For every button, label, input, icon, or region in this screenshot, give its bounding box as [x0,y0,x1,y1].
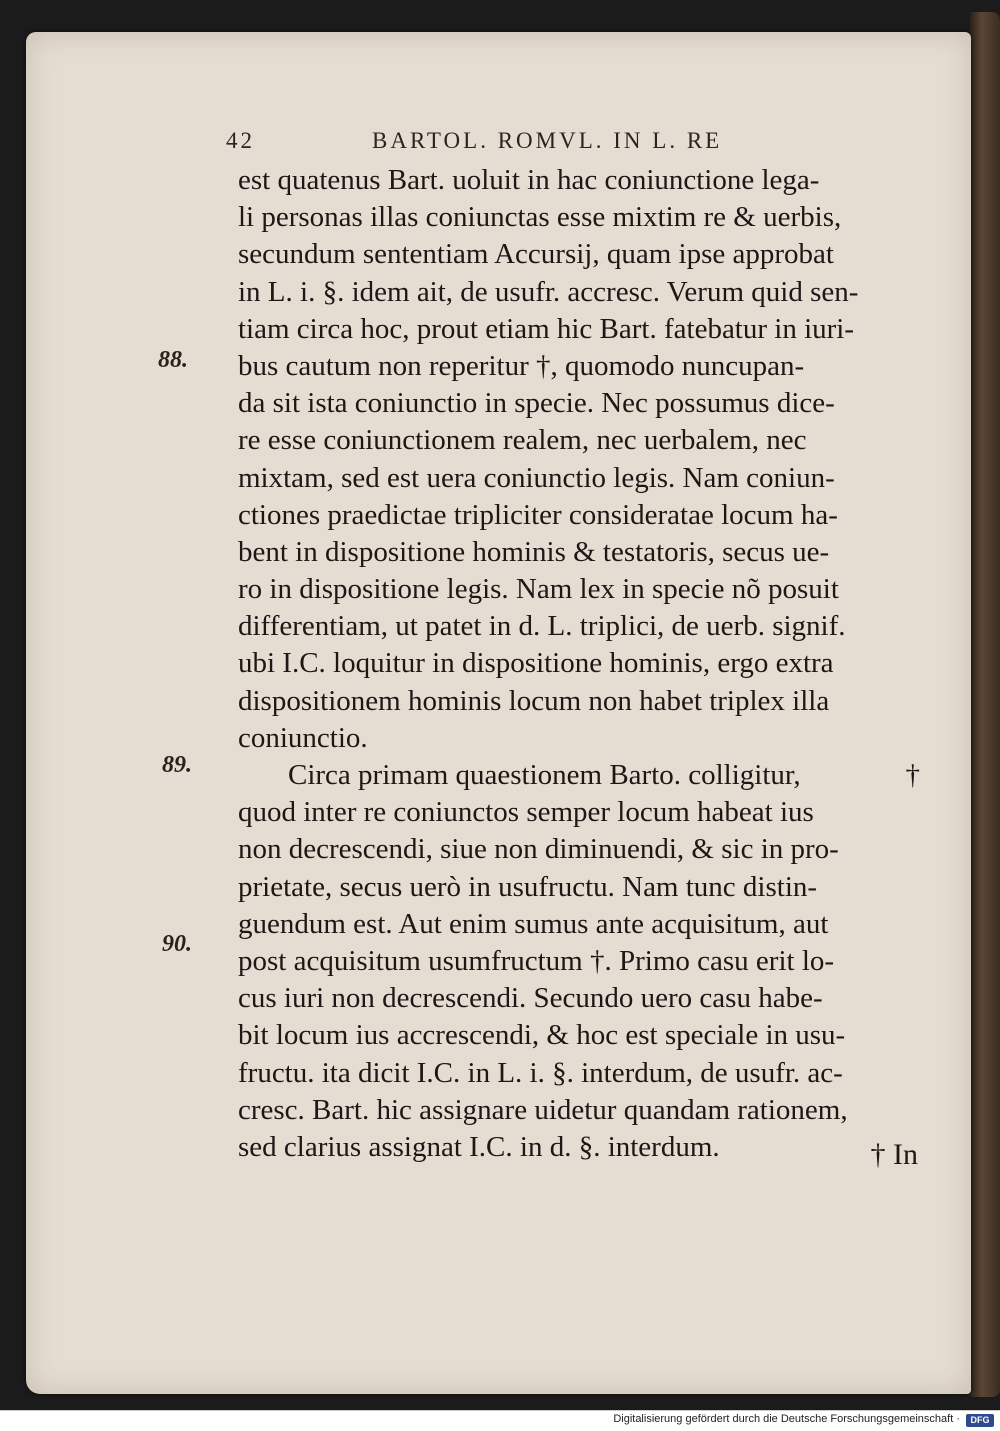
folio-number: 42 [226,128,255,153]
dfg-logo: DFG [966,1414,994,1427]
text-line: sed clarius assignat I.C. in d. §. interdum. [238,1130,720,1163]
text-line: dispositionem hominis locum non habet triplex illa [238,684,830,717]
book-edge [970,12,1000,1397]
text-line: li personas illas coniunctas esse mixtim re & uerbis, [238,201,842,234]
text-line: post acquisitum usumfructum †. Primo casu erit lo- [238,944,835,977]
margin-number-88: 88. [158,347,188,373]
margin-number-90: 90. [162,931,192,957]
dagger-mark: † [905,759,920,791]
margin-number-89: 89. [162,752,192,778]
text-line: bit locum ius accrescendi, & hoc est speciale in usu- [238,1019,846,1052]
body-text [238,162,928,1166]
text-line: mixtam, sed est uera coniunctio legis. Nam coniun- [238,461,835,494]
running-title: BARTOL. ROMVL. IN L. RE [372,128,723,153]
text-line: quod inter re coniunctos semper locum habeat ius [238,796,814,829]
text-line: ro in dispositione legis. Nam lex in specie nõ posuit [238,573,839,606]
text-line-paragraph-start [238,757,928,794]
text-line: ctiones praedictae tripliciter consideratae locum ha- [238,498,838,531]
text-line: coniunctio. [238,721,368,754]
text-line: da sit ista coniunctio in specie. Nec possumus dice- [238,387,835,420]
text-line: cresc. Bart. hic assignare uidetur quandam rationem, [238,1093,848,1126]
text-line: est quatenus Bart. uoluit in hac coniunctione lega- [238,164,820,196]
text-line: tiam circa hoc, prout etiam hic Bart. fatebatur in iuri- [238,312,855,345]
text-line: bent in dispositione hominis & testatoris, secus ue- [238,535,830,568]
footer-credit: Digitalisierung gefördert durch die Deutsche Forschungsgemeinschaft · [613,1413,960,1425]
text-line: guendum est. Aut enim sumus ante acquisitum, aut [238,907,829,940]
text-line: non decrescendi, siue non diminuendi, & sic in pro- [238,833,839,866]
text-line: re esse coniunctionem realem, nec uerbalem, nec [238,424,807,457]
text-line: differentiam, ut patet in d. L. triplici, de uerb. signif. [238,610,846,643]
text-line: in L. i. §. idem ait, de usufr. accresc. Verum quid sen- [238,275,859,308]
text-line: ubi I.C. loquitur in dispositione hominis, ergo extra [238,647,834,680]
text-line: bus cautum non reperitur †, quomodo nuncupan- [238,349,805,382]
footer-bar [0,1410,1000,1431]
text-line: fructu. ita dicit I.C. in L. i. §. interdum, de usufr. ac- [238,1056,843,1089]
text-line: secundum sententiam Accursij, quam ipse approbat [238,238,834,271]
text-line-content: Circa primam quaestionem Barto. colligitur, [288,759,801,791]
text-line: cus iuri non decrescendi. Secundo uero casu habe- [238,982,823,1015]
catchword: † In [870,1138,918,1171]
text-line: prietate, secus uerò in usufructu. Nam tunc distin- [238,870,818,903]
